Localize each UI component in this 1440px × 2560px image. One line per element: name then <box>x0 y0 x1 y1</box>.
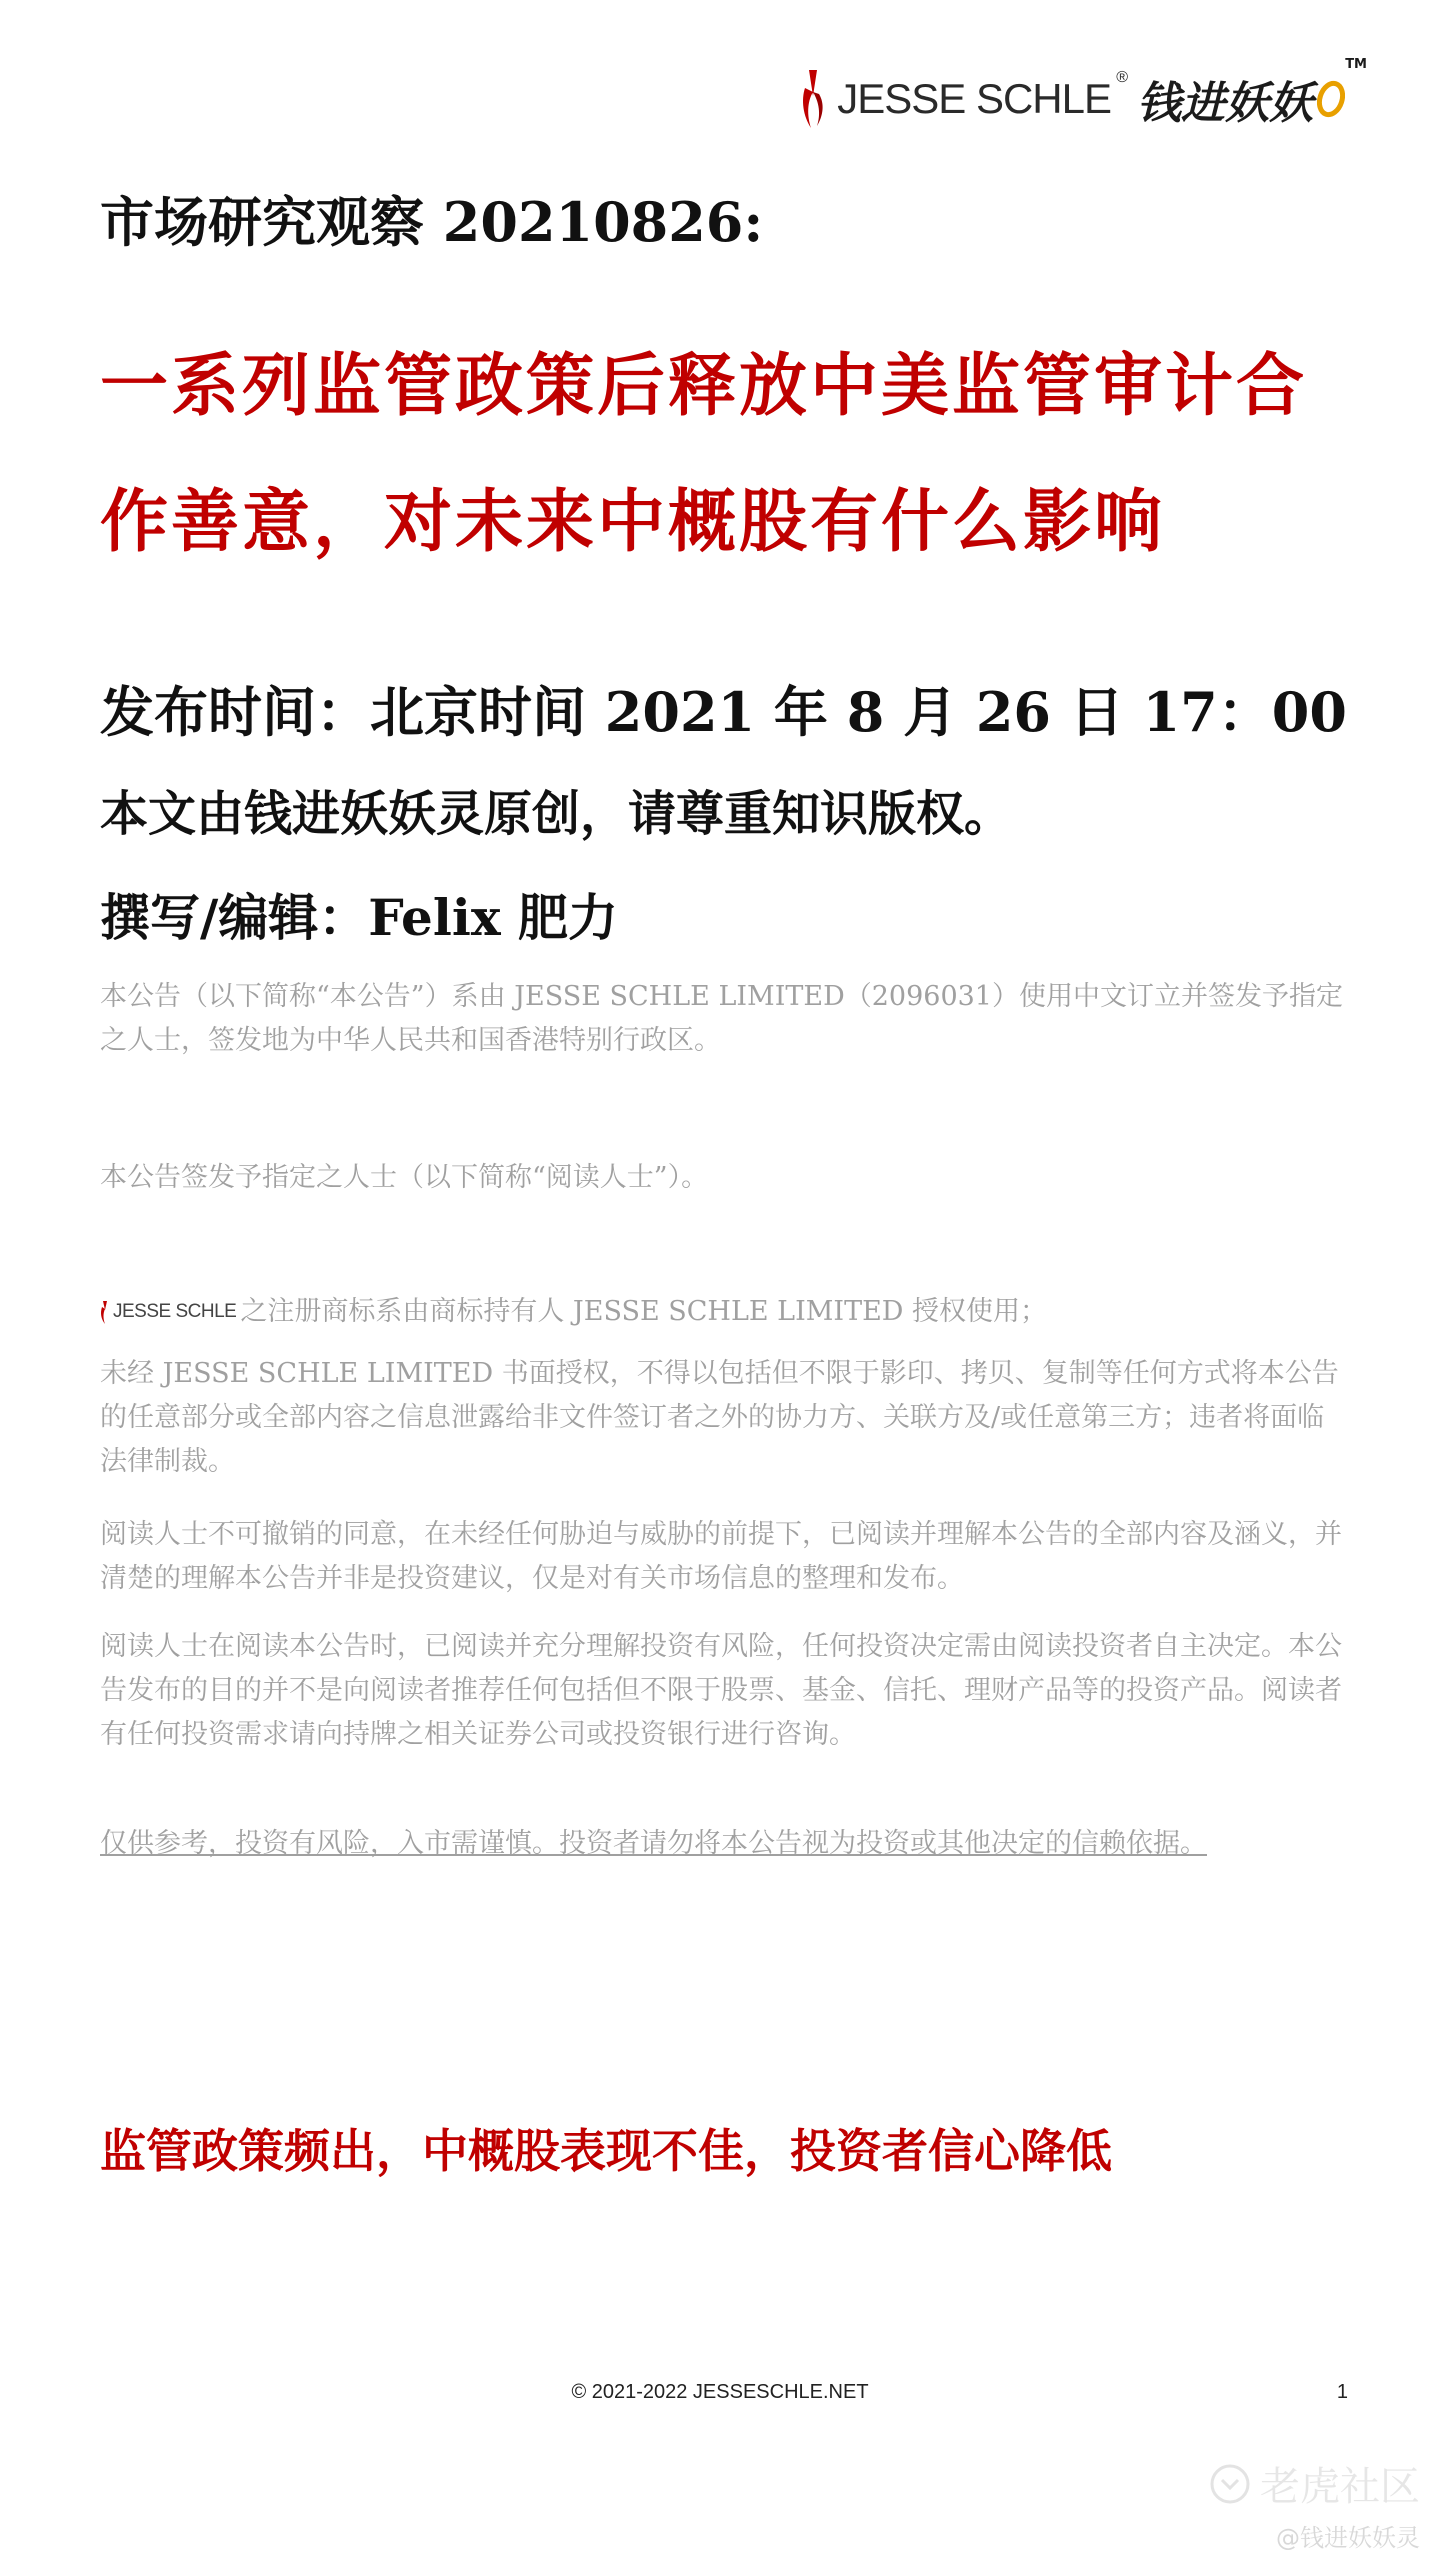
headline: 一系列监管政策后释放中美监管审计合作善意，对未来中概股有什么影响 <box>100 346 1308 562</box>
disclaimer-paragraph-2: 本公告签发予指定之人士（以下简称“阅读人士”）。 <box>100 1162 709 1193</box>
mini-brand-logo: JESSE SCHLE <box>100 1290 236 1334</box>
brand-logo <box>799 57 1367 132</box>
disclaimer-paragraph-3 <box>100 1290 1350 1334</box>
coin-icon <box>1317 79 1345 119</box>
tiger-logo-icon <box>1208 2462 1252 2506</box>
watermark-account: @钱进妖妖灵 <box>1276 2524 1420 2552</box>
disclaimer-paragraph-7: 仅供参考，投资有风险，入市需谨慎。投资者请勿将本公告视为投资或其他决定的信赖依据。 <box>100 1828 1207 1859</box>
trademark-text: 之注册商标系由商标持有人 JESSE SCHLE LIMITED 授权使用； <box>240 1296 1048 1327</box>
disclaimer-paragraph-6: 阅读人士在阅读本公告时，已阅读并充分理解投资有风险，任何投资决定需由阅读投资者自主决定。本公告发布的目的并不是向阅读者推荐任何包括但不限于股票、基金、信托、理财产品等的投资产品。阅读者有任何投资需求请向持牌之相关证券公司或投资银行进行咨询。 <box>100 1631 1342 1750</box>
report-kicker: 市场研究观察 20210826: <box>100 190 764 254</box>
disclaimer-paragraph-4: 未经 JESSE SCHLE LIMITED 书面授权，不得以包括但不限于影印、拷贝、复制等任何方式将本公告的任意部分或全部内容之信息泄露给非文件签订者之外的协力方、关联方及/或任意第三方；违者将面临法律制裁。 <box>100 1358 1339 1477</box>
footer-copyright: © 2021-2022 JESSESCHLE.NET <box>571 2381 869 2403</box>
author-line: 撰写/编辑：Felix 肥力 <box>100 888 619 947</box>
brand-mark-icon <box>799 66 827 132</box>
section-heading: 监管政策频出，中概股表现不佳，投资者信心降低 <box>100 2124 1112 2178</box>
brand-mark-icon <box>100 1299 110 1325</box>
page-number: 1 <box>1336 2381 1348 2403</box>
disclaimer-paragraph-1: 本公告（以下简称“本公告”）系由 JESSE SCHLE LIMITED（2096031）使用中文订立并签发予指定之人士，签发地为中华人民共和国香港特别行政区。 <box>100 981 1343 1056</box>
brand-name: JESSE SCHLE ® <box>837 69 1127 122</box>
publish-time: 发布时间：北京时间 2021 年 8 月 26 日 17：00 <box>100 680 1347 744</box>
originality-notice: 本文由钱进妖妖灵原创，请尊重知识版权。 <box>100 786 1013 842</box>
watermark-platform: 老虎社区 <box>1208 2455 1420 2512</box>
disclaimer-paragraph-5: 阅读人士不可撤销的同意，在未经任何胁迫与威胁的前提下，已阅读并理解本公告的全部内容及涵义，并清楚的理解本公告并非是投资建议，仅是对有关市场信息的整理和发布。 <box>100 1519 1342 1594</box>
brand-name-cn: 钱进妖妖 TM <box>1137 57 1367 129</box>
